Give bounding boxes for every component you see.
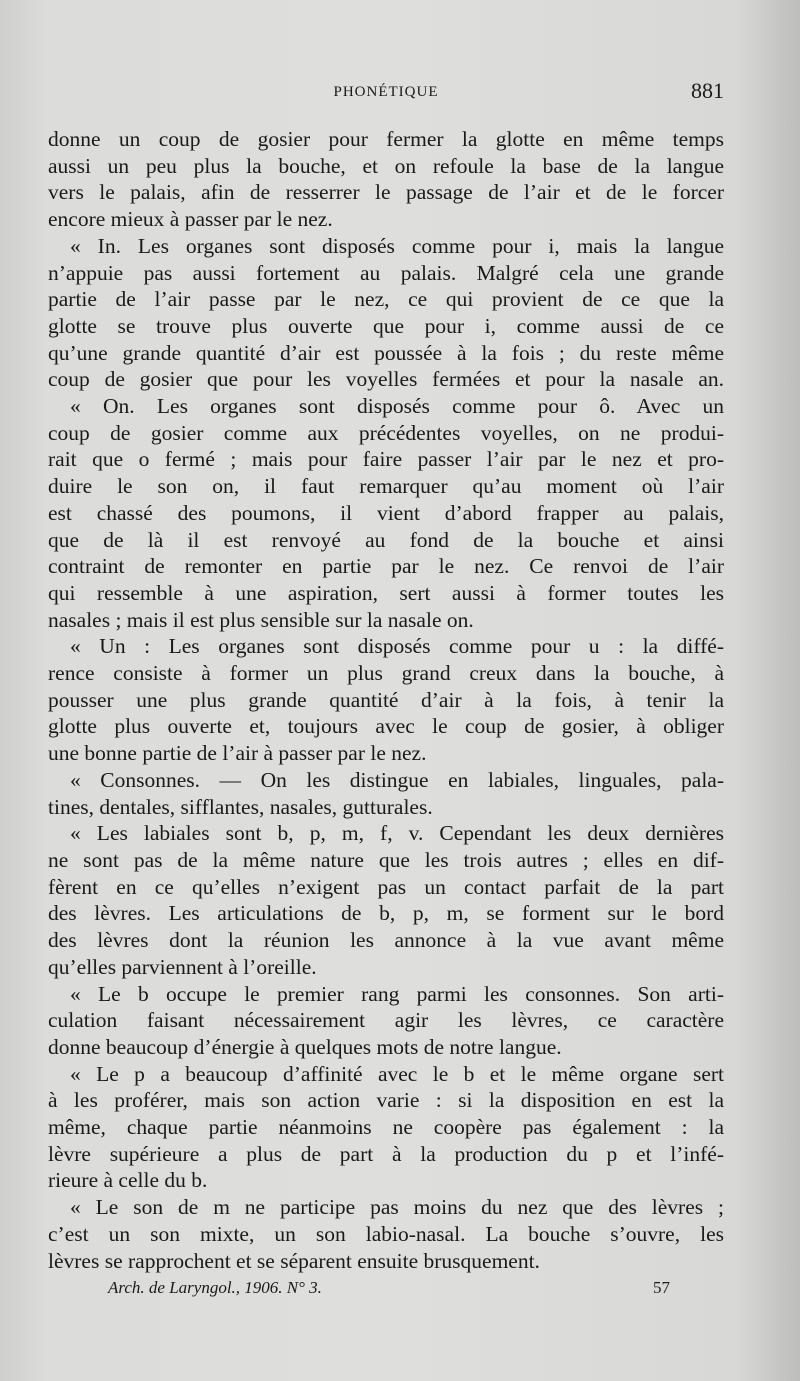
text-line: des lèvres dont la réunion les annonce à la vue avant même: [48, 928, 724, 953]
text-line: est chassé des poumons, il vient d’abord frapper au palais,: [48, 500, 724, 525]
text-line: c’est un son mixte, un son labio-nasal. La bouche s’ouvre, les: [48, 1221, 724, 1246]
text-line: « Le p a beaucoup d’affinité avec le b et le même organe sert: [70, 1061, 724, 1086]
body-text: [48, 126, 724, 1274]
text-line: tines, dentales, sifflantes, nasales, gutturales.: [48, 794, 433, 819]
text-line: « Les labiales sont b, p, m, f, v. Cependant les deux dernières: [70, 821, 724, 846]
text-line: qu’une grande quantité d’air est poussée à la fois ; du reste même: [48, 340, 724, 365]
text-line: qui ressemble à une aspiration, sert aussi à former toutes les: [48, 580, 724, 605]
text-line: des lèvres. Les articulations de b, p, m, se forment sur le bord: [48, 901, 724, 926]
text-line: donne un coup de gosier pour fermer la glotte en même temps: [48, 127, 724, 151]
text-line: encore mieux à passer par le nez.: [48, 207, 333, 232]
page-footer: [100, 1278, 670, 1304]
text-line: lèvres se rapprochent et se séparent ensuite brusquement.: [48, 1248, 540, 1273]
text-line: contraint de remonter en partie par le nez. Ce renvoi de l’air: [48, 554, 724, 579]
text-line: culation faisant nécessairement agir les lèvres, ce caractère: [48, 1008, 724, 1033]
text-line: « Consonnes. — On les distingue en labiales, linguales, pala-: [70, 767, 724, 792]
text-line: rieure à celle du b.: [48, 1168, 208, 1193]
page-header: [48, 78, 724, 108]
text-line: aussi un peu plus la bouche, et on refoule la base de la langue: [48, 153, 724, 178]
text-line: donne beaucoup d’énergie à quelques mots de notre langue.: [48, 1034, 562, 1059]
text-line: qu’elles parviennent à l’oreille.: [48, 954, 317, 979]
text-line: nasales ; mais il est plus sensible sur la nasale on.: [48, 607, 474, 632]
text-line: partie de l’air passe par le nez, ce qui provient de ce que la: [48, 287, 724, 312]
running-title: PHONÉTIQUE: [333, 84, 439, 100]
text-line: coup de gosier que pour les voyelles fermées et pour la nasale an.: [48, 367, 724, 392]
text-line: même, chaque partie néanmoins ne coopère pas également : la: [48, 1115, 724, 1140]
text-line: à les proférer, mais son action varie : si la disposition en est la: [48, 1088, 724, 1113]
text-line: « Un : Les organes sont disposés comme pour u : la diffé-: [70, 634, 724, 659]
text-line: « In. Les organes sont disposés comme pour i, mais la langue: [70, 233, 724, 258]
text-line: pousser une plus grande quantité d’air à la fois, à tenir la: [48, 687, 724, 712]
text-line: lèvre supérieure a plus de part à la production du p et l’infé-: [48, 1141, 724, 1166]
text-line: rait que o fermé ; mais pour faire passer l’air par le nez et pro-: [48, 447, 724, 472]
text-line: glotte plus ouverte et, toujours avec le coup de gosier, à obliger: [48, 714, 724, 739]
text-line: glotte se trouve plus ouverte que pour i, comme aussi de ce: [48, 313, 724, 338]
text-line: fèrent en ce qu’elles n’exigent pas un contact parfait de la part: [48, 874, 724, 899]
text-line: que de là il est renvoyé au fond de la bouche et ainsi: [48, 527, 724, 552]
journal-reference: Arch. de Laryngol., 1906. N° 3.: [108, 1278, 322, 1297]
text-line: n’appuie pas aussi fortement au palais. Malgré cela une grande: [48, 260, 724, 285]
text-line: « Le son de m ne participe pas moins du nez que des lèvres ;: [70, 1195, 724, 1220]
text-line: ne sont pas de la même nature que les trois autres ; elles en dif-: [48, 847, 724, 872]
text-line: une bonne partie de l’air à passer par le nez.: [48, 741, 427, 766]
text-line: « Le b occupe le premier rang parmi les consonnes. Son arti-: [70, 981, 724, 1006]
text-line: duire le son on, il faut remarquer qu’au moment où l’air: [48, 474, 724, 499]
text-line: coup de gosier comme aux précédentes voyelles, on ne produi-: [48, 420, 724, 445]
signature-number: 57: [653, 1278, 670, 1297]
text-line: vers le palais, afin de resserrer le passage de l’air et de le forcer: [48, 180, 724, 205]
text-line: rence consiste à former un plus grand creux dans la bouche, à: [48, 661, 724, 686]
page-number: 881: [691, 78, 724, 103]
text-line: « On. Les organes sont disposés comme pour ô. Avec un: [70, 394, 724, 419]
